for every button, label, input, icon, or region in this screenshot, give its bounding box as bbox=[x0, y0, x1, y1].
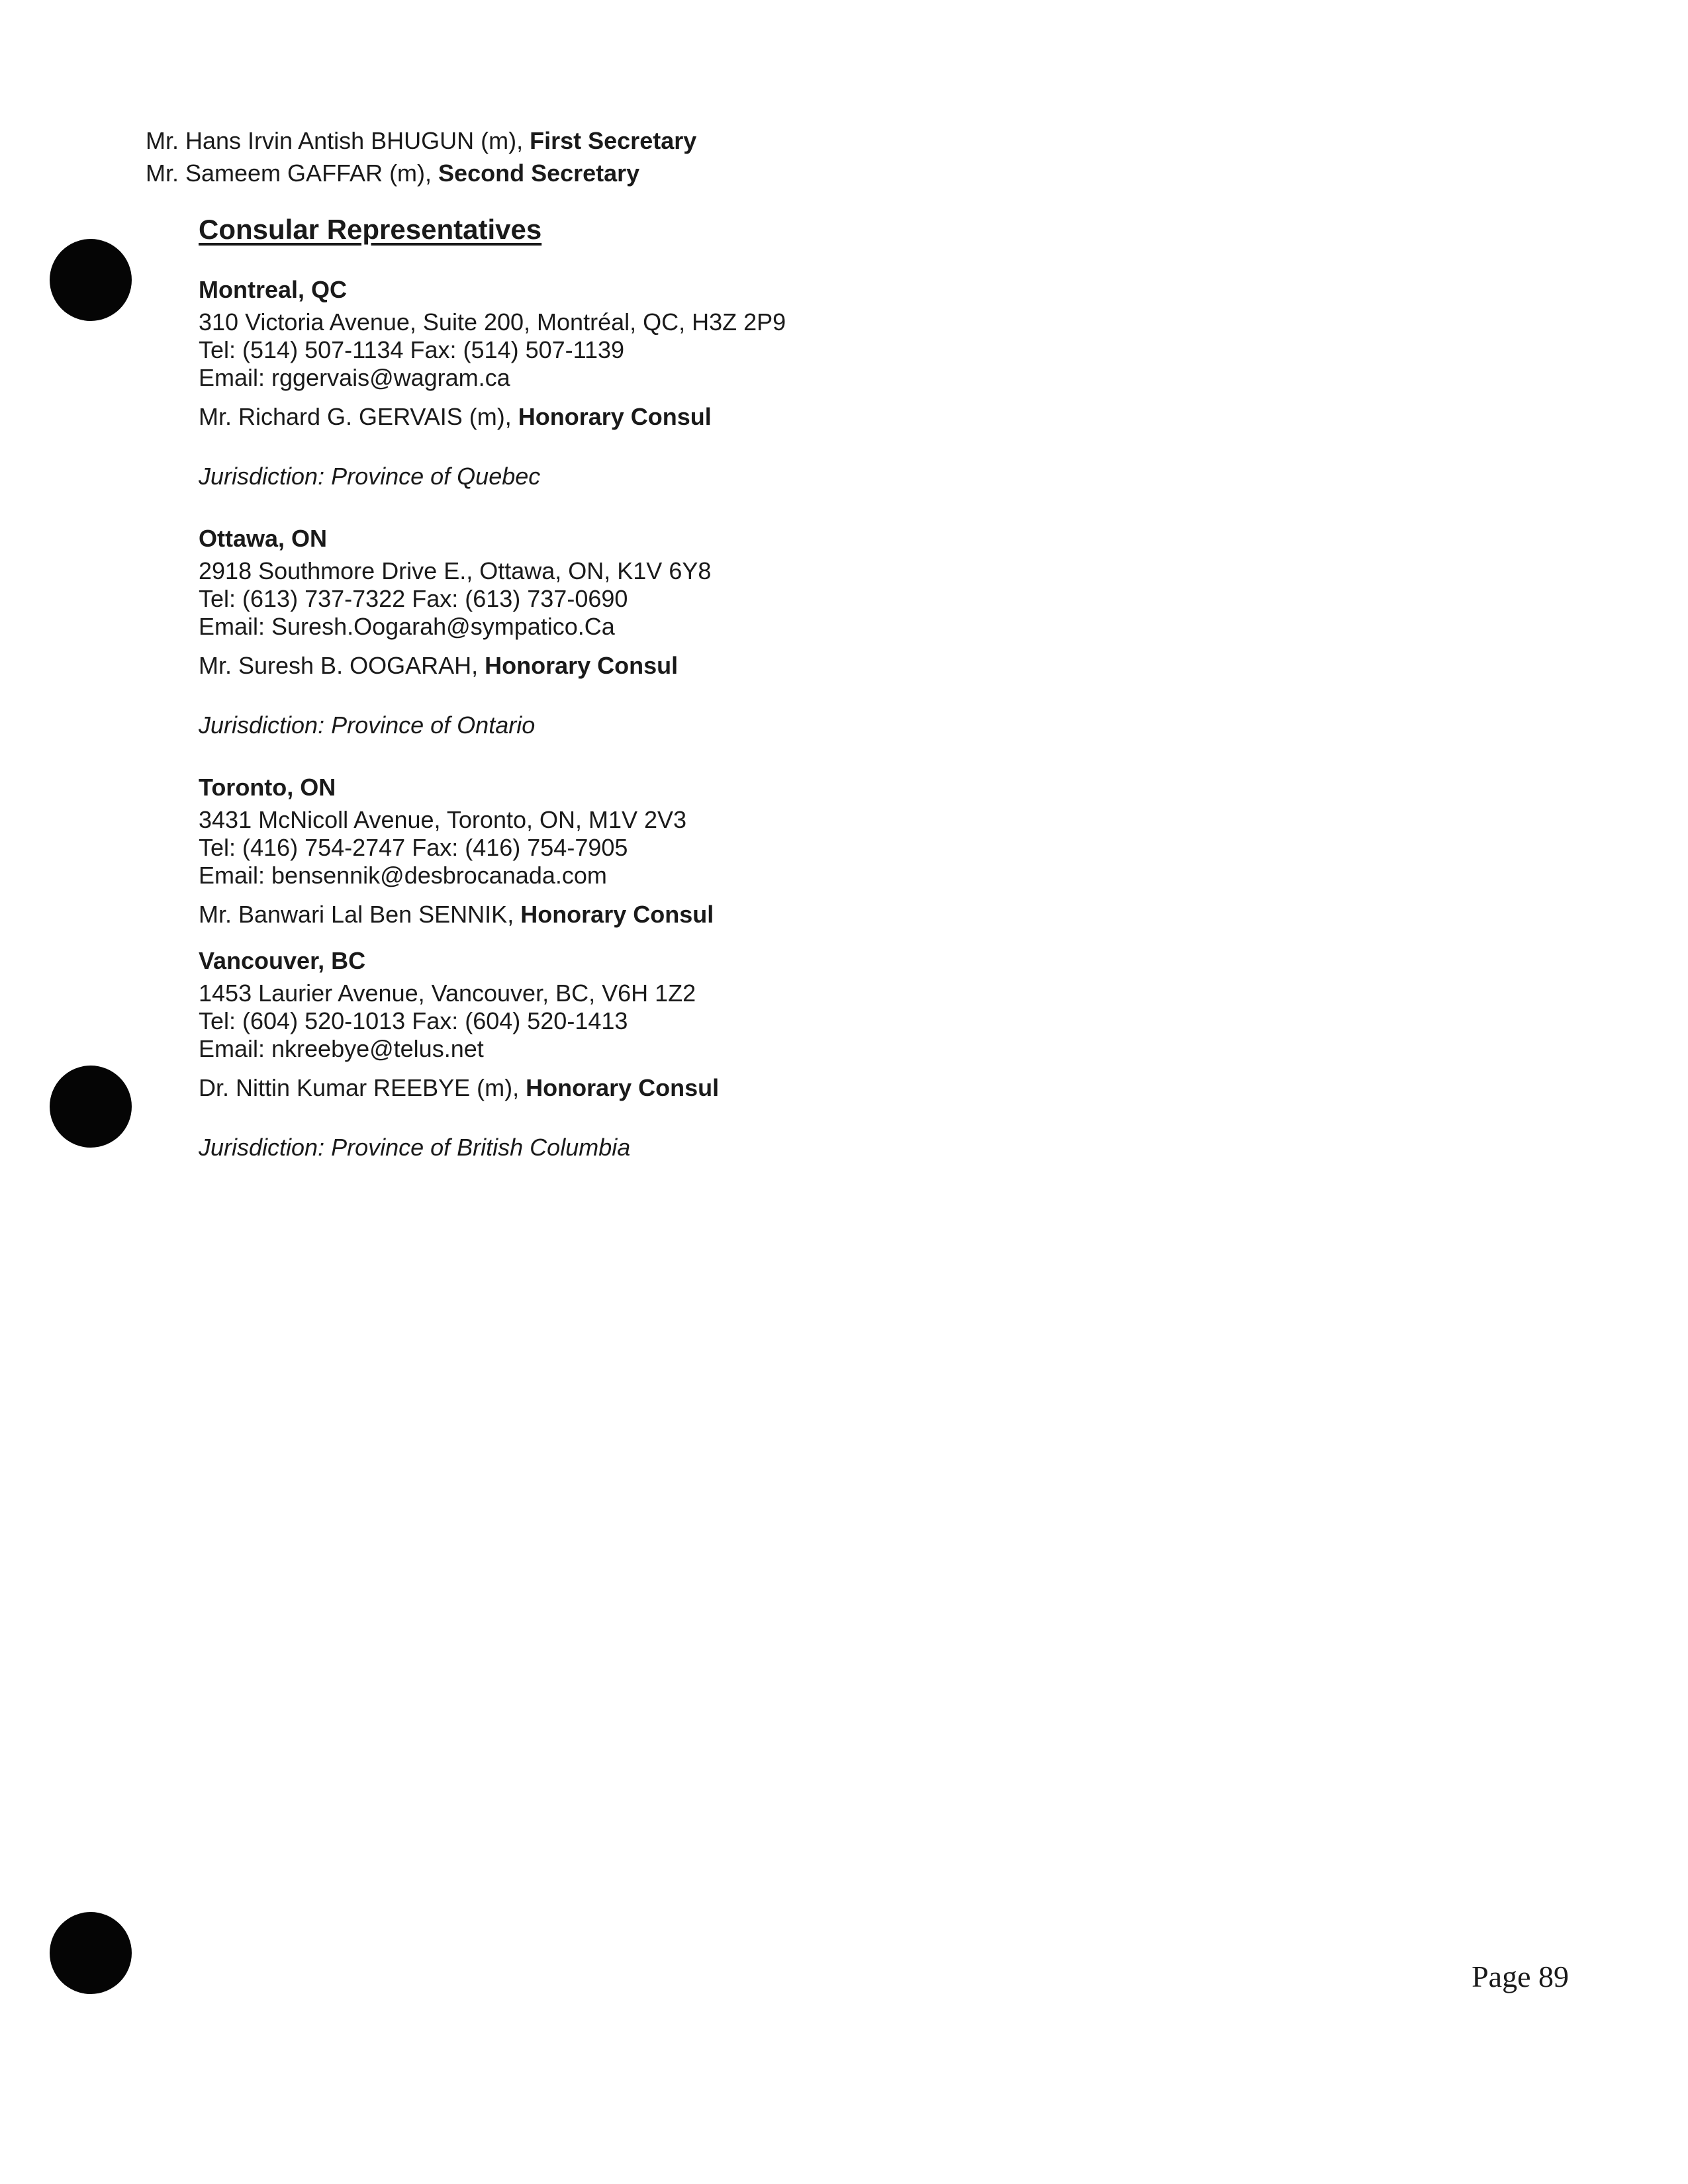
embassy-staff-list bbox=[146, 124, 696, 189]
consulate-phone: Tel: (416) 754-2747 Fax: (416) 754-7905 bbox=[199, 834, 628, 861]
punch-hole bbox=[50, 239, 132, 321]
staff-title: First Secretary bbox=[530, 127, 697, 154]
consulate-address: 310 Victoria Avenue, Suite 200, Montréal, QC, H3Z 2P9 bbox=[199, 308, 786, 336]
consulate-vancouver bbox=[199, 945, 1523, 1163]
staff-name: Mr. Hans Irvin Antish BHUGUN (m), bbox=[146, 127, 530, 154]
consulate-jurisdiction: Jurisdiction: Province of Ontario bbox=[199, 711, 536, 739]
consulate-email: Email: rggervais@wagram.ca bbox=[199, 364, 510, 391]
consul-title: Honorary Consul bbox=[518, 403, 712, 430]
section-heading: Consular Representatives bbox=[199, 214, 542, 245]
consul-name: Mr. Banwari Lal Ben SENNIK, bbox=[199, 901, 521, 928]
consulate-montreal bbox=[199, 274, 1523, 492]
consul-entry bbox=[199, 1072, 1523, 1104]
staff-entry bbox=[146, 157, 696, 189]
consul-entry bbox=[199, 650, 1523, 682]
consulate-phone: Tel: (514) 507-1134 Fax: (514) 507-1139 bbox=[199, 336, 625, 363]
consulate-address: 3431 McNicoll Avenue, Toronto, ON, M1V 2V3 bbox=[199, 806, 687, 833]
consulate-email: Email: Suresh.Oogarah@sympatico.Ca bbox=[199, 613, 615, 640]
consulate-email: Email: nkreebye@telus.net bbox=[199, 1035, 484, 1062]
consulate-jurisdiction: Jurisdiction: Province of Quebec bbox=[199, 463, 541, 490]
consul-title: Honorary Consul bbox=[485, 652, 679, 679]
consul-name: Dr. Nittin Kumar REEBYE (m), bbox=[199, 1074, 526, 1101]
consul-name: Mr. Richard G. GERVAIS (m), bbox=[199, 403, 518, 430]
punch-hole bbox=[50, 1066, 132, 1148]
staff-name: Mr. Sameem GAFFAR (m), bbox=[146, 159, 439, 187]
staff-entry bbox=[146, 124, 696, 157]
consulate-phone: Tel: (613) 737-7322 Fax: (613) 737-0690 bbox=[199, 585, 628, 612]
consulate-address: 1453 Laurier Avenue, Vancouver, BC, V6H 1Z2 bbox=[199, 979, 696, 1007]
consul-entry bbox=[199, 899, 1523, 931]
consul-name: Mr. Suresh B. OOGARAH, bbox=[199, 652, 485, 679]
consulate-city: Montreal, QC bbox=[199, 276, 348, 303]
consul-entry bbox=[199, 401, 1523, 433]
consular-section bbox=[199, 210, 1523, 1194]
consulate-jurisdiction: Jurisdiction: Province of British Columbia bbox=[199, 1134, 631, 1161]
consulate-city: Ottawa, ON bbox=[199, 525, 328, 552]
consulate-ottawa bbox=[199, 523, 1523, 741]
page-number: Page 89 bbox=[1472, 1960, 1569, 1993]
punch-hole bbox=[50, 1912, 132, 1994]
staff-title: Second Secretary bbox=[438, 159, 640, 187]
consulate-address: 2918 Southmore Drive E., Ottawa, ON, K1V 6Y8 bbox=[199, 557, 712, 584]
consulate-toronto bbox=[199, 772, 1523, 931]
consulate-city: Vancouver, BC bbox=[199, 947, 366, 974]
consul-title: Honorary Consul bbox=[520, 901, 714, 928]
consulate-city: Toronto, ON bbox=[199, 774, 336, 801]
consul-title: Honorary Consul bbox=[526, 1074, 720, 1101]
consulate-phone: Tel: (604) 520-1013 Fax: (604) 520-1413 bbox=[199, 1007, 628, 1034]
consulate-email: Email: bensennik@desbrocanada.com bbox=[199, 862, 607, 889]
